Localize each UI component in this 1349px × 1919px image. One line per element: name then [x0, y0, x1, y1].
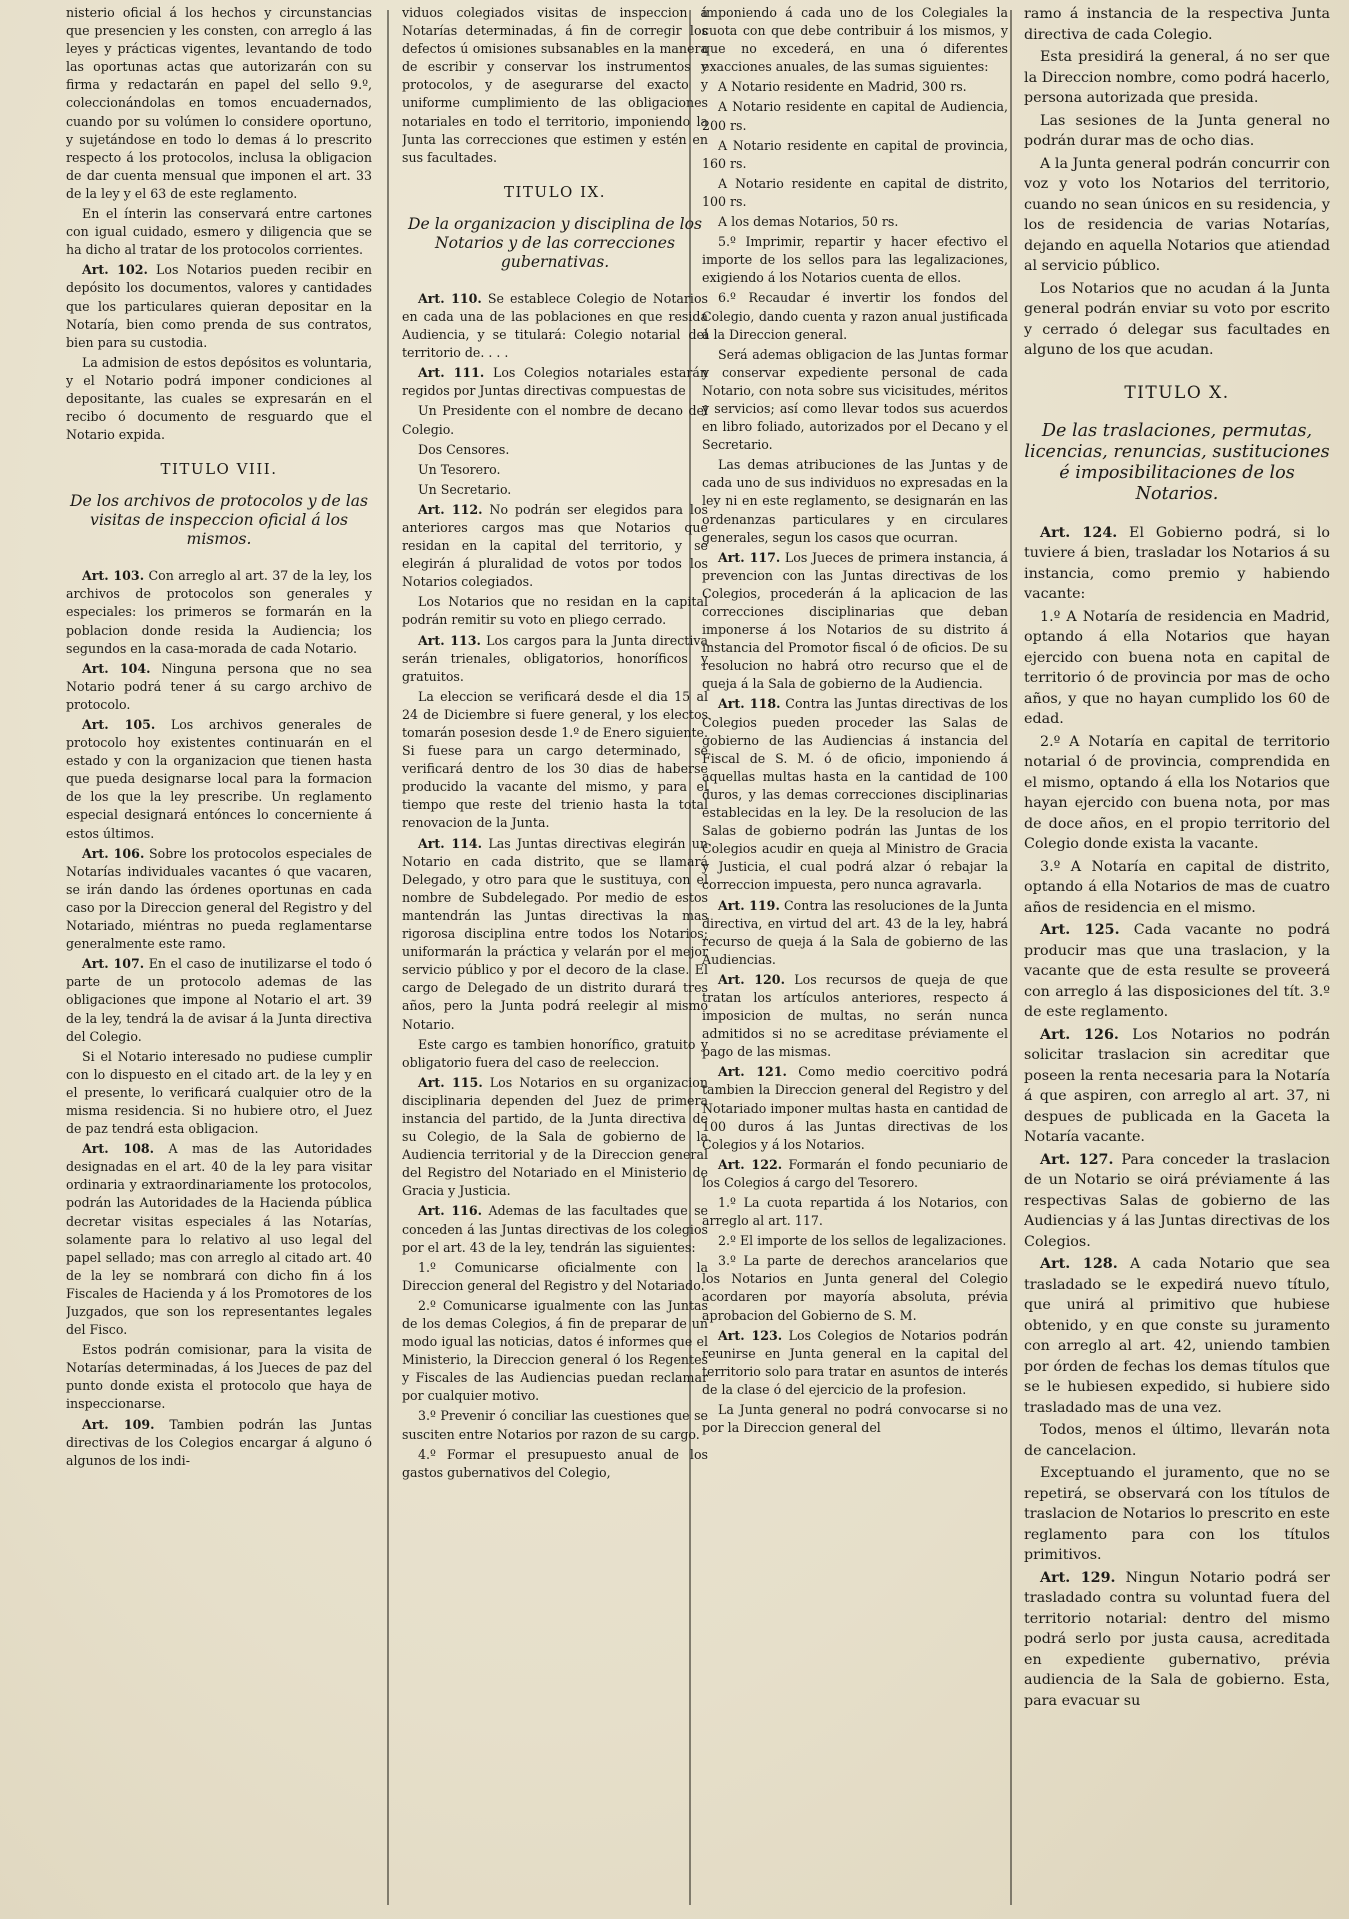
paragraph: Las demas atribuciones de las Juntas y de cada uno de sus individuos no expresadas en la ley ni en este reglamento, se designarán en las ordenanzas particulares y en circulares generales, segun los casos que ocurran.: [702, 457, 1008, 545]
paragraph: 1.º La cuota repartida á los Notarios, con arreglo al art. 117.: [702, 1195, 1008, 1229]
article-number: Art. 122.: [718, 1156, 783, 1172]
paragraph: Dos Censores.: [418, 441, 510, 457]
paragraph: 3.º La parte de derechos arancelarios que los Notarios en Junta general del Colegio acordaren por mayoría absoluta, prévia aprobacion del Gobierno de S. M.: [702, 1253, 1008, 1323]
article-number: Art. 120.: [718, 971, 785, 987]
text-column-1: [66, 4, 372, 1910]
paragraph: imponiendo á cada uno de los Colegiales la cuota con que debe contribuir á los mismos, y que no excederá, en una ó diferentes exacciones anuales, de las sumas siguientes:: [702, 5, 1008, 75]
article-number: Art. 114.: [418, 835, 482, 851]
article-number: Art. 124.: [1040, 524, 1118, 541]
article-text: Contra las resoluciones de la Junta directiva, en virtud del art. 43 de la ley, habrá recurso de queja á la Sala de gobierno de las Audiencias.: [702, 897, 1008, 967]
section-subtitle: De los archivos de protocolos y de las visitas de inspeccion oficial á los mismos.: [69, 492, 369, 549]
article-paragraph: [1024, 920, 1330, 1023]
article-number: Art. 113.: [418, 632, 481, 648]
article-number: Art. 127.: [1040, 1151, 1114, 1168]
article-text: A mas de las Autoridades designadas en el art. 40 de la ley para visitar ordinaria y extraordinariamente los protocolos, podrán las Autoridades de la Hacienda pública decretar visitas especiales á las Notarías, solamente para lo relativo al uso legal del papel sellado; mas con arreglo al citado art. 40 de la ley se nombrará con dicho fin á los Fiscales de Hacienda y á los Promotores de los Juzgados, que son los representantes legales del Fisco.: [66, 1141, 372, 1338]
paragraph: Un Secretario.: [418, 481, 512, 497]
section-title: TITULO IX.: [504, 182, 606, 201]
article-number: Art. 126.: [1040, 1026, 1119, 1043]
article-text: Ninguna persona que no sea Notario podrá tener á su cargo archivo de protocolo.: [66, 660, 372, 712]
paragraph: 3.º A Notaría en capital de distrito, optando á ella Notarios de mas de cuatro años de residencia en el mismo.: [1024, 858, 1330, 916]
paragraph: Las sesiones de la Junta general no podrán durar mas de ocho dias.: [1024, 112, 1330, 149]
article-text: Los Colegios notariales estarán regidos por Juntas directivas compuestas de: [402, 365, 708, 399]
article-paragraph: [702, 1327, 1008, 1399]
article-number: Art. 105.: [82, 717, 156, 732]
article-number: Art. 125.: [1040, 922, 1120, 938]
paragraph: Esta presidirá la general, á no ser que la Direccion nombre, como podrá hacerlo, persona autorizada que presida.: [1024, 49, 1330, 106]
article-text: Los Notarios no podrán solicitar traslacion sin acreditar que poseen la renta necesaria para la Notaría á que aspiren, con arreglo al art. 37, ni despues de publicada en la Gaceta la Notaría vacante.: [1024, 1026, 1330, 1145]
article-paragraph: [702, 1156, 1008, 1192]
text-column-3: [702, 4, 1008, 1910]
article-text: Ademas de las facultades que se conceden á las Juntas directivas de los colegios por el art. 43 de la ley, tendrán las siguientes:: [402, 1203, 708, 1255]
article-paragraph: [402, 632, 708, 686]
article-text: Contra las Juntas directivas de los Colegios pueden proceder las Salas de gobierno de las Audiencias á instancia del Fiscal de S. M. ó de oficio, imponiendo á aquellas multas hasta en la cantidad de 100 duros, y las demas correcciones disciplinarias establecidas en la ley. De la resolucion de las Salas de gobierno podrán las Juntas de los Colegios acudir en queja al Ministro de Gracia y Justicia, el cual podrá alzar ó rebajar la correccion impuesta, pero nunca agravarla.: [702, 696, 1008, 893]
paragraph: La Junta general no podrá convocarse si no por la Direccion general del: [702, 1402, 1008, 1436]
article-number: Art. 115.: [418, 1074, 483, 1090]
article-paragraph: [1024, 1254, 1330, 1418]
article-number: Art. 119.: [718, 897, 780, 913]
paragraph: Será ademas obligacion de las Juntas formar y conservar expediente personal de cada Notario, con nota sobre sus vicisitudes, méritos y servicios; así como llevar todos sus acuerdos en libro foliado, autorizados por el Decano y el Secretario.: [702, 346, 1008, 453]
article-paragraph: [66, 716, 372, 843]
paragraph: La eleccion se verificará desde el dia 15 al 24 de Diciembre si fuere general, y los electos tomarán posesion desde 1.º de Enero siguiente. Si fuese para un cargo determinado, se verificará dentro de los 30 dias de haberse producido la vacante del mismo, y para el tiempo que reste del trienio hasta la total renovacion de la Junta.: [402, 688, 708, 831]
article-paragraph: [402, 1074, 708, 1201]
article-text: Se establece Colegio de Notarios en cada una de las poblaciones en que resida Audiencia, y se titulará: Colegio notarial del territorio de. . . .: [402, 290, 708, 361]
article-number: Art. 103.: [82, 568, 145, 584]
paragraph: A la Junta general podrán concurrir con voz y voto los Notarios del territorio, cuando no sean únicos en su residencia, y los de residencia de varias Notarías, dejando en aquella Notarios que atiendad al servicio público.: [1024, 155, 1330, 274]
paragraph: Un Presidente con el nombre de decano del Colegio.: [402, 403, 708, 437]
article-number: Art. 106.: [82, 845, 145, 861]
paragraph: Este cargo es tambien honorífico, gratuito y obligatorio fuera del caso de reeleccion.: [402, 1036, 708, 1070]
article-number: Art. 104.: [82, 660, 151, 676]
paragraph: 4.º Formar el presupuesto anual de los gastos gubernativos del Colegio,: [402, 1446, 708, 1480]
article-paragraph: [402, 1202, 708, 1256]
article-number: Art. 107.: [82, 956, 145, 972]
article-paragraph: [702, 549, 1008, 694]
paragraph: Si el Notario interesado no pudiese cumplir con lo dispuesto en el citado art. de la ley y en el presente, lo verificará cualquier otro de la misma residencia. Si no hubiere otro, el Juez de paz tendrá esta obligacion.: [66, 1048, 372, 1137]
paragraph: Un Tesorero.: [418, 461, 501, 477]
article-text: Los archivos generales de protocolo hoy existentes continuarán en el estado y con la organizacion que tienen hasta que pueda designarse local para la formacion de los que la ley prescribe. Un reglamento especial designará entónces lo concerniente á estos últimos.: [66, 717, 372, 841]
paragraph: 5.º Imprimir, repartir y hacer efectivo el importe de los sellos para las legalizaciones, exigiendo á los Notarios cuenta de ellos.: [702, 234, 1008, 286]
article-text: Cada vacante no podrá producir mas que una traslacion, y la vacante que de esta resulte se proveerá con arreglo á las disposiciones del tít. 3.º de este reglamento.: [1024, 922, 1330, 1020]
paragraph: A los demas Notarios, 50 rs.: [718, 214, 899, 230]
section-title: TITULO VIII.: [160, 460, 278, 479]
paragraph: Los Notarios que no acudan á la Junta general podrán enviar su voto por escrito y cerrado ó delegar sus facultades en alguno de los que acudan.: [1024, 280, 1330, 358]
article-text: Los Notarios pueden recibir en depósito los documentos, valores y cantidades que los particulares quieran depositar en la Notaría, bien como prenda de sus contratos, bien para su custodia.: [66, 262, 372, 350]
paragraph: Exceptuando el juramento, que no se repetirá, se observará con los títulos de traslacion de Notarios lo prescrito en este reglamento para con los títulos primitivos.: [1024, 1465, 1330, 1563]
paragraph: 2.º El importe de los sellos de legalizaciones.: [718, 1233, 1007, 1249]
paragraph: 1.º Comunicarse oficialmente con la Direccion general del Registro y del Notariado.: [402, 1259, 708, 1293]
article-number: Art. 117.: [718, 549, 781, 565]
text-column-2: [402, 4, 708, 1910]
article-paragraph: [66, 261, 372, 351]
article-number: Art. 121.: [718, 1064, 787, 1080]
article-text: Con arreglo al art. 37 de la ley, los archivos de protocolos son generales y especiales: los primeros se formarán en la poblacion donde resida la Audiencia; los segundos en la casa-morada de cada Notario.: [66, 568, 372, 656]
article-text: Los Jueces de primera instancia, á prevencion con las Juntas directivas de los Colegios, procederán á la aplicacion de las correcciones disciplinarias que deban imponerse á los Notarios de su distrito á instancia del Promotor fiscal ó de oficios. De su resolucion no habrá otro recurso que el de queja á la Sala de gobierno de la Audiencia.: [702, 549, 1008, 692]
paragraph: A Notario residente en capital de distrito, 100 rs.: [702, 175, 1008, 209]
article-paragraph: [702, 897, 1008, 969]
article-text: Formarán el fondo pecuniario de los Colegios á cargo del Tesorero.: [702, 1156, 1008, 1190]
article-paragraph: [1024, 1150, 1330, 1253]
article-paragraph: [402, 290, 708, 362]
article-paragraph: [66, 955, 372, 1045]
paragraph: Todos, menos el último, llevarán nota de cancelacion.: [1024, 1422, 1330, 1459]
paragraph: A Notario residente en capital de Audiencia, 200 rs.: [702, 99, 1008, 133]
paragraph: Estos podrán comisionar, para la visita de Notarías determinadas, á los Jueces de paz del punto donde exista el protocolo que haya de inspeccionarse.: [66, 1342, 372, 1412]
paragraph: A Notario residente en capital de provincia, 160 rs.: [702, 137, 1008, 171]
article-text: Tambien podrán las Juntas directivas de los Colegios encargar á alguno ó algunos de los indi-: [66, 1416, 372, 1468]
article-paragraph: [402, 835, 708, 1034]
article-paragraph: [702, 695, 1008, 894]
article-text: En el caso de inutilizarse el todo ó parte de un protocolo ademas de las obligaciones que impone al Notario el art. 39 de la ley, tendrá la de avisar á la Junta directiva del Colegio.: [66, 956, 372, 1044]
article-number: Art. 123.: [718, 1327, 783, 1343]
article-paragraph: [66, 845, 372, 954]
article-paragraph: [702, 971, 1008, 1061]
article-text: Los Notarios en su organizacion disciplinaria dependen del Juez de primera instancia del partido, de la Junta directiva de su Colegio, de la Sala de gobierno de la Audiencia territorial y de la Direccion general del Registro del Notariado en el Ministerio de Gracia y Justicia.: [402, 1074, 708, 1199]
article-paragraph: [1024, 523, 1330, 605]
paragraph: 2.º Comunicarse igualmente con las Juntas de los demas Colegios, á fin de preparar de un modo igual las noticias, datos é informes que el Ministerio, la Direccion general ó los Regentes y Fiscales de las Audiencias puedan reclamar por cualquier motivo.: [402, 1297, 708, 1404]
article-number: Art. 116.: [418, 1203, 483, 1219]
paragraph: En el ínterin las conservará entre cartones con igual cuidado, esmero y diligencia que se ha dicho al tratar de los protocolos corrientes.: [66, 206, 372, 258]
paragraph: 2.º A Notaría en capital de territorio notarial ó de provincia, comprendida en el mismo, optando á ella los Notarios que hayan ejercido con buena nota, por mas de doce años, en el propio territorio del Colegio donde exista la vacante.: [1024, 733, 1330, 852]
paragraph: La admision de estos depósitos es voluntaria, y el Notario podrá imponer condiciones al depositante, las cuales se expresarán en el recibo ó documento de resguardo que el Notario expida.: [66, 354, 372, 443]
article-text: A cada Notario que sea trasladado se le expedirá nuevo título, que unirá al primitivo que hubiese obtenido, y en que conste su juramento con arreglo al art. 42, uniendo tambien por órden de fechas los demas títulos que se le hubiesen expedido, si hubiere sido trasladado mas de una vez.: [1024, 1256, 1330, 1416]
article-paragraph: [66, 567, 372, 657]
article-paragraph: [702, 1063, 1008, 1153]
paragraph: 6.º Recaudar é invertir los fondos del Colegio, dando cuenta y razon anual justificada á la Direccion general.: [702, 290, 1008, 342]
text-column-4: [1024, 4, 1330, 1910]
column-rule: [1010, 10, 1012, 1905]
article-paragraph: [66, 1140, 372, 1339]
column-rule: [387, 10, 389, 1905]
article-paragraph: [1024, 1568, 1330, 1712]
paragraph: 3.º Prevenir ó conciliar las cuestiones que se susciten entre Notarios por razon de su cargo.: [402, 1408, 708, 1442]
article-number: Art. 118.: [718, 696, 781, 712]
article-text: Sobre los protocolos especiales de Notarías individuales vacantes ó que vacaren, se irán dando las órdenes oportunas en cada caso por la Direccion general del Registro y del Notariado, miéntras no pueda reglamentarse generalmente este ramo.: [66, 845, 372, 952]
article-paragraph: [66, 1416, 372, 1470]
article-text: Los cargos para la Junta directiva serán trienales, obligatorios, honoríficos y gratuitos.: [402, 632, 708, 684]
article-number: Art. 128.: [1040, 1256, 1118, 1272]
article-text: El Gobierno podrá, si lo tuviere á bien, trasladar los Notarios á su instancia, como premio y habiendo vacante:: [1024, 524, 1330, 602]
article-paragraph: [1024, 1025, 1330, 1148]
article-text: No podrán ser elegidos para los anteriores cargos mas que Notarios que residan en la capital del territorio, y se elegirán á pluralidad de votos por todos los Notarios colegiados.: [402, 501, 708, 590]
article-number: Art. 110.: [418, 290, 482, 306]
section-subtitle: De las traslaciones, permutas, licencias, renuncias, sustituciones é imposibilitaciones de los Notarios.: [1024, 420, 1330, 504]
paragraph: ramo á instancia de la respectiva Junta directiva de cada Colegio.: [1024, 6, 1330, 43]
section-title: TITULO X.: [1124, 382, 1230, 403]
article-paragraph: [402, 364, 708, 400]
article-number: Art. 129.: [1040, 1569, 1116, 1586]
article-number: Art. 108.: [82, 1141, 155, 1157]
article-number: Art. 112.: [418, 501, 483, 517]
article-number: Art. 109.: [82, 1416, 155, 1432]
article-text: Ningun Notario podrá ser trasladado contra su voluntad fuera del territorio notarial: dentro del mismo podrá serlo por justa causa, acreditada en expediente gubernativo, prévia audiencia de la Sala de gobierno. Esta, para evacuar su: [1024, 1569, 1330, 1709]
article-text: Las Juntas directivas elegirán un Notario en cada distrito, que se llamará Delegado, y otro para que le sustituya, con el nombre de Subdelegado. Por medio de estos mantendrán las Juntas directivas la mas rigorosa disciplina entre todos los Notarios; uniformarán la práctica y velarán por el mejor servicio público y por el decoro de la clase. El cargo de Delegado de un distrito durará tres años, pero la Junta podrá reelegir al mismo Notario.: [402, 835, 708, 1032]
paragraph: A Notario residente en Madrid, 300 rs.: [718, 79, 967, 95]
article-text: Para conceder la traslacion de un Notario se oirá préviamente á las respectivas Salas de gobierno de las Audiencias y á las Juntas directivas de los Colegios.: [1024, 1151, 1330, 1250]
paragraph: viduos colegiados visitas de inspeccion á Notarías determinadas, á fin de corregir los defectos ú omisiones subsanables en la manera de escribir y conservar los instrumentos y protocolos, y de asegurarse del exacto y uniforme cumplimiento de las obligaciones notariales en todo el territorio, imponiendo la Junta las correcciones que estimen y estén en sus facultades.: [402, 5, 708, 165]
paragraph: 1.º A Notaría de residencia en Madrid, optando á ella Notarios que hayan ejercido con buena nota en capital de territorio ó de provincia por mas de ocho años, y que no hayan cumplido los 60 de edad.: [1024, 608, 1330, 727]
paragraph: Los Notarios que no residan en la capital podrán remitir su voto en pliego cerrado.: [402, 594, 708, 628]
article-number: Art. 111.: [418, 365, 485, 381]
section-subtitle: De la organizacion y disciplina de los Notarios y de las correcciones gubernativas.: [408, 214, 702, 271]
article-text: Los recursos de queja de que tratan los artículos anteriores, respecto á imposicion de multas, no serán nunca admitidos si no se acreditase préviamente el pago de las mismas.: [702, 971, 1008, 1060]
article-text: Los Colegios de Notarios podrán reunirse en Junta general en la capital del territorio solo para tratar en asuntos de interés de la clase ó del ejercicio de la profesion.: [702, 1327, 1008, 1397]
article-paragraph: [402, 501, 708, 591]
article-number: Art. 102.: [82, 262, 148, 278]
paragraph: nisterio oficial á los hechos y circunstancias que presencien y les consten, con arreglo á las leyes y prácticas vigentes, levantando de todo las oportunas actas que autorizarán con su firma y redactarán en papel del sello 9.º, coleccionándolas en tomos encuadernados, cuando por su volúmen lo considere oportuno, y sujetándose en todo lo demas á lo prescrito respecto á los protocolos, inclusa la obligacion de dar cuenta mensual que imponen el art. 33 de la ley y el 63 de este reglamento.: [66, 5, 372, 201]
article-paragraph: [66, 660, 372, 714]
article-text: Como medio coercitivo podrá tambien la Direccion general del Registro y del Notariado imponer multas hasta en cantidad de 100 duros á las Juntas directivas de los Colegios y á los Notarios.: [702, 1064, 1008, 1152]
